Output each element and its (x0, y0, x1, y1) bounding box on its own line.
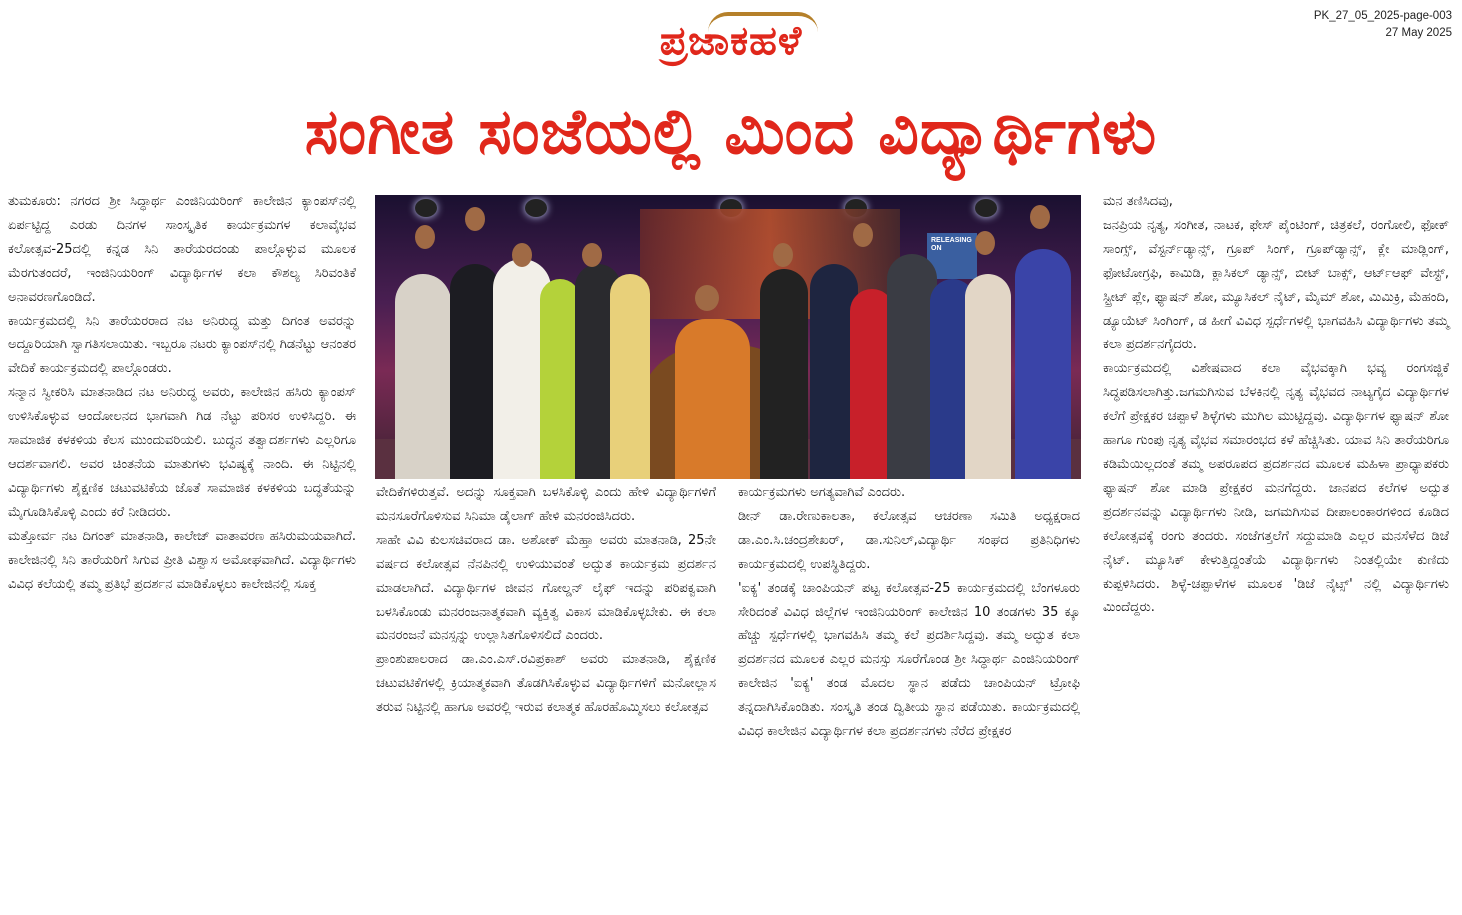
paragraph: ಜನಪ್ರಿಯ ನೃತ್ಯ, ಸಂಗೀತ, ನಾಟಕ, ಫೇಸ್ ಪೈಂಟಿಂಗ್, ಚಿತ್ರಕಲೆ, ರಂಗೋಲಿ, ಫೋಕ್ ಸಾಂಗ್ಸ್, ವೆಸ್ಟರ್ನ್‌ಡ್ಯಾನ್ಸ್, ಗ್ರೂಪ್ ಸಿಂಗ್, ಗ್ರೂಪ್‌ಡ್ಯಾನ್ಸ್, ಕ್ಲೇ ಮಾಡ್ಲಿಂಗ್, ಫೋಟೋಗ್ರಫಿ, ಕಾಮಿಡಿ, ಕ್ಲಾಸಿಕಲ್ ಡ್ಯಾನ್ಸ್, ಬೀಟ್ ಬಾಕ್ಸ್, ಆರ್ಟ್‌ಆಫ್ ವೇಸ್ಟ್, ಸ್ಟ್ರೀಟ್ ಪ್ಲೇ, ಫ್ಯಾಷನ್ ಶೋ, ಮ್ಯೂಸಿಕಲ್ ನೈಟ್, ಮೈಮ್ ಶೋ, ಮಿಮಿಕ್ರಿ, ಮೆಹಂದಿ, ಡ್ಯೂಯೆಟ್ ಸಿಂಗಿಂಗ್, ಡ ಹೀಗೆ ವಿವಿಧ ಸ್ಪರ್ಧೆಗಳಲ್ಲಿ ಭಾಗವಹಿಸಿ ವಿದ್ಯಾರ್ಥಿಗಳು ತಮ್ಮ ಕಲಾ ಪ್ರದರ್ಶನಗೈದರು. (1103, 217, 1449, 353)
paragraph: ಸಾಹೇ ವಿವಿ ಕುಲಸಚಿವರಾದ ಡಾ. ಅಶೋಕ್ ಮೆಹ್ತಾ ಅವರು ಮಾತನಾಡಿ, 25ನೇ ವರ್ಷದ ಕಲೋತ್ಸವ ನೆನಪಿನಲ್ಲಿ ಉಳಿಯುವಂತೆ ಅದ್ಭುತ ಕಾರ್ಯಕ್ರಮ ಪ್ರದರ್ಶನ ಮಾಡಲಾಗಿದೆ. ವಿದ್ಯಾರ್ಥಿಗಳ ಜೀವನ ಗೋಲ್ಡನ್ ಲೈಫ್ ಇದನ್ನು ಪರಿಪಕ್ವವಾಗಿ ಬಳಸಿಕೊಂಡು ಮನರಂಜನಾತ್ಮಕವಾಗಿ ವ್ಯಕ್ತಿತ್ವ ವಿಕಾಸ ಮಾಡಿಕೊಳ್ಳಬೇಕು. ಈ ಕಲಾ ಮನರಂಜನೆ ಮನಸ್ಸನ್ನು ಉಲ್ಲಾಸಿತಗೊಳಿಸಲಿದೆ ಎಂದರು. (376, 532, 716, 644)
article-column-3 (738, 481, 1080, 744)
event-photo (375, 195, 1081, 479)
article-column-2 (376, 481, 716, 720)
paragraph: ಕಾರ್ಯಕ್ರಮಗಳು ಅಗತ್ಯವಾಗಿವೆ ಎಂದರು. (738, 485, 906, 500)
article-headline: ಸಂಗೀತ ಸಂಜೆಯಲ್ಲಿ ಮಿಂದ ವಿದ್ಯಾರ್ಥಿಗಳು (304, 94, 1158, 168)
person-figure (610, 274, 650, 479)
paragraph: ಮತ್ತೋರ್ವ ನಟ ದಿಗಂತ್ ಮಾತನಾಡಿ, ಕಾಲೇಜ್ ವಾತಾವರಣ ಹಸಿರುಮಯವಾಗಿದೆ. ಕಾಲೇಜಿನಲ್ಲಿ ಸಿನಿ ತಾರೆಯರಿಗೆ ಸಿಗುವ ಪ್ರೀತಿ ವಿಶ್ವಾಸ ಅಮೋಘವಾಗಿದೆ. ವಿದ್ಯಾರ್ಥಿಗಳು ವಿವಿಧ ಕಲೆಯಲ್ಲಿ ತಮ್ಮ ಪ್ರತಿಭೆ ಪ್ರದರ್ಶನ ಮಾಡಿಕೊಳ್ಳಲು ಕಾಲೇಜಿನಲ್ಲಿ ಸೂಕ್ತ (8, 528, 356, 592)
paragraph: ಸನ್ಮಾನ ಸ್ವೀಕರಿಸಿ ಮಾತನಾಡಿದ ನಟ ಅನಿರುದ್ಧ ಅವರು, ಕಾಲೇಜಿನ ಹಸಿರು ಕ್ಯಾಂಪಸ್ ಉಳಿಸಿಕೊಳ್ಳುವ ಆಂದೋಲನದ ಭಾಗವಾಗಿ ಗಿಡ ನೆಟ್ಟು ಪರಿಸರ ಉಳಿಸಿದ್ದರಿ. ಈ ಸಾಮಾಜಿಕ ಕಳಕಳಿಯ ಕೆಲಸ ಮುಂದುವರಿಯಲಿ. ಬುದ್ಧನ ತತ್ವಾದರ್ಶಗಳು ಎಲ್ಲರಿಗೂ ಆದರ್ಶವಾಗಲಿ. ಅವರ ಚಿಂತನೆಯ ಮಾತುಗಳು ಭವಿಷ್ಯಕ್ಕೆ ನಾಂದಿ. ಈ ನಿಟ್ಟಿನಲ್ಲಿ ವಿದ್ಯಾರ್ಥಿಗಳು ಶೈಕ್ಷಣಿಕ ಚಟುವಟಿಕೆಯ ಜೊತೆ ಸಾಮಾಜಿಕ ಕಳಕಳಿಯ ಬದ್ಧತೆಯನ್ನು ಮೈಗೂಡಿಸಿಕೊಳ್ಳಿ ಎಂದು ಕರೆ ನೀಡಿದರು. (8, 385, 356, 520)
person-figure (540, 279, 580, 479)
person-head (512, 243, 532, 267)
article-column-4 (1103, 190, 1449, 620)
masthead (0, 18, 1462, 64)
page-date: 27 May 2025 (1385, 27, 1452, 39)
newspaper-name: ಪ್ರಜಾಕಹಳೆ (659, 18, 803, 64)
paragraph: ಪ್ರಾಂಶುಪಾಲರಾದ ಡಾ.ಎಂ.ಎಸ್.ರವಿಪ್ರಕಾಶ್ ಅವರು ಮಾತನಾಡಿ, ಶೈಕ್ಷಣಿಕ ಚಟುವಟಿಕೆಗಳಲ್ಲಿ ಕ್ರಿಯಾತ್ಮಕವಾಗಿ ತೊಡಗಿಸಿಕೊಳ್ಳುವ ವಿದ್ಯಾರ್ಥಿಗಳಿಗೆ ಮನೋಲ್ಲಾಸ ತರುವ ನಿಟ್ಟಿನಲ್ಲಿ ಹಾಗೂ ಅವರಲ್ಲಿ ಇರುವ ಕಲಾತ್ಮಕ ಹೊರಹೊಮ್ಮಿಸಲು ಕಲೋತ್ಸವ (376, 652, 716, 716)
person-head (1030, 205, 1050, 229)
paragraph: ವೇದಿಕೆಗಳಿರುತ್ತವೆ. ಅದನ್ನು ಸೂಕ್ತವಾಗಿ ಬಳಸಿಕೊಳ್ಳಿ ಎಂದು ಹೇಳಿ ವಿದ್ಯಾರ್ಥಿಗಳಿಗೆ ಮನಸೂರೆಗೊಳಿಸುವ ಸಿನಿಮಾ ಡೈಲಾಗ್ ಹೇಳಿ ಮನರಂಜಿಸಿದರು. (376, 485, 716, 524)
person-figure (395, 274, 451, 479)
person-head (695, 285, 719, 311)
stage-light-icon (415, 199, 437, 217)
person-figure (760, 269, 808, 479)
person-head (853, 223, 873, 247)
paragraph: 'ಐಕ್ಯ' ತಂಡಕ್ಕೆ ಚಾಂಪಿಯನ್ ಪಟ್ಟ ಕಲೋತ್ಸವ-25 ಕಾರ್ಯಕ್ರಮದಲ್ಲಿ ಬೆಂಗಳೂರು ಸೇರಿದಂತೆ ವಿವಿಧ ಜಿಲ್ಲೆಗಳ ಇಂಜಿನಿಯರಿಂಗ್ ಕಾಲೇಜಿನ 10 ತಂಡಗಳು 35 ಕ್ಕೂ ಹೆಚ್ಚು ಸ್ಪರ್ಧೆಗಳಲ್ಲಿ ಭಾಗವಹಿಸಿ ತಮ್ಮ ಕಲೆ ಪ್ರದರ್ಶಿಸಿದ್ದವು. ತಮ್ಮ ಅದ್ಭುತ ಕಲಾ ಪ್ರದರ್ಶನದ ಮೂಲಕ ಎಲ್ಲರ ಮನಸ್ಸು ಸೂರೆಗೊಂಡ ಶ್ರೀ ಸಿದ್ಧಾರ್ಥ ಎಂಜಿನಿಯರಿಂಗ್ ಕಾಲೇಜಿನ 'ಐಕ್ಯ' ತಂಡ ಮೊದಲ ಸ್ಥಾನ ಪಡೆದು ಚಾಂಪಿಯನ್ ಟ್ರೋಫಿ ತನ್ನದಾಗಿಸಿಕೊಂಡಿತು. ಸಂಸ್ಕೃತಿ ತಂಡ ದ್ವಿತೀಯ ಸ್ಥಾನ ಪಡೆಯಿತು. ಕಾರ್ಯಕ್ರಮದಲ್ಲಿ ವಿವಿಧ ಕಾಲೇಜಿನ ವಿದ್ಯಾರ್ಥಿಗಳ ಕಲಾ ಪ್ರದರ್ಶನಗಳು ನೆರೆದ ಪ್ರೇಕ್ಷಕರ (738, 580, 1080, 740)
person-head (465, 207, 485, 231)
paragraph: ತುಮಕೂರು: ನಗರದ ಶ್ರೀ ಸಿದ್ಧಾರ್ಥ ಎಂಜಿನಿಯರಿಂಗ್ ಕಾಲೇಜಿನ ಕ್ಯಾಂಪಸ್‌ನಲ್ಲಿ ಏರ್ಪಟ್ಟಿದ್ದ ಎರಡು ದಿನಗಳ ಸಾಂಸ್ಕೃತಿಕ ಕಾರ್ಯಕ್ರಮಗಳ ಕಲಾವೈಭವ ಕಲೋತ್ಸವ-25ದಲ್ಲಿ ಕನ್ನಡ ಸಿನಿ ತಾರೆಯರದಂಡು ಪಾಲ್ಗೊಳ್ಳುವ ಮೂಲಕ ಮೆರಗುತಂದರೆ, ಇಂಜಿನಿಯರಿಂಗ್ ವಿದ್ಯಾರ್ಥಿಗಳ ಕಲಾ ಕೌಶಲ್ಯ ಸಿರಿವಂತಿಕೆ ಅನಾವರಣಗೊಂಡಿದೆ. (8, 194, 356, 305)
newspaper-logo (660, 18, 802, 64)
logo-swoosh (708, 12, 818, 32)
paragraph: ಕಾರ್ಯಕ್ರಮದಲ್ಲಿ ಸಿನಿ ತಾರೆಯರರಾದ ನಟ ಅನಿರುದ್ಧ ಮತ್ತು ದಿಗಂತ ಅವರನ್ನು ಅದ್ದೂರಿಯಾಗಿ ಸ್ವಾಗತಿಸಲಾಯಿತು. ಇಬ್ಬರೂ ನಟರು ಕ್ಯಾಂಪಸ್‌ನಲ್ಲಿ ಗಿಡನೆಟ್ಟು ಆನಂತರ ವೇದಿಕೆ ಕಾರ್ಯಕ್ರಮದಲ್ಲಿ ಪಾಲ್ಗೊಂಡರು. (8, 313, 356, 377)
stage-light-icon (975, 199, 997, 217)
paragraph: ಡೀನ್ ಡಾ.ರೇಣುಕಾಲತಾ, ಕಲೋತ್ಸವ ಆಚರಣಾ ಸಮಿತಿ ಅಧ್ಯಕ್ಷರಾದ ಡಾ.ಎಂ.ಸಿ.ಚಂದ್ರಶೇಖರ್, ಡಾ.ಸುನಿಲ್,ವಿದ್ಯಾರ್ಥಿ ಸಂಘದ ಪ್ರತಿನಿಧಿಗಳು ಕಾರ್ಯಕ್ರಮದಲ್ಲಿ ಉಪಸ್ಥಿತಿದ್ದರು. (738, 508, 1080, 572)
person-head (415, 225, 435, 249)
person-figure (675, 319, 750, 479)
person-head (773, 243, 793, 267)
person-figure (965, 274, 1011, 479)
person-head (582, 243, 602, 267)
banner-text: RELEASING ON (931, 237, 972, 252)
person-head (975, 231, 995, 255)
paragraph: ಕಾರ್ಯಕ್ರಮದಲ್ಲಿ ವಿಶೇಷವಾದ ಕಲಾ ವೈಭವಕ್ಕಾಗಿ ಭವ್ಯ ರಂಗಸಜ್ಜಿಕೆ ಸಿದ್ಧಪಡಿಸಲಾಗಿತ್ತು.ಜಗಮಗಿಸುವ ಬೆಳಕಿನಲ್ಲಿ ನೃತ್ಯ ವೈಭವದ ನಾಟ್ಯಗೈದ ವಿದ್ಯಾರ್ಥಿಗಳ ಕಲೆಗೆ ಪ್ರೇಕ್ಷಕರ ಚಪ್ಪಾಳೆ ಶಿಳ್ಳೆಗಳು ಮುಗಿಲ ಮುಟ್ಟಿದ್ದವು. ವಿದ್ಯಾರ್ಥಿಗಳ ಫ್ಯಾಷನ್ ಶೋ ಹಾಗೂ ಗುಂಪು ನೃತ್ಯ ವೈಭವ ಸಮಾರಂಭದ ಕಳೆ ಹೆಚ್ಚಿಸಿತು. ಯಾವ ಸಿನಿ ತಾರೆಯರಿಗೂ ಕಡಿಮೆಯಿಲ್ಲದಂತೆ ತಮ್ಮ ಅಪರೂಪದ ಪ್ರದರ್ಶನದ ಮೂಲಕ ಮಹಿಳಾ ಪ್ರಾಧ್ಯಾಪಕರು ಫ್ಯಾಷನ್ ಶೋ ಮಾಡಿ ಪ್ರೇಕ್ಷಕರ ಮನಗೆದ್ದರು. ಜಾನಪದ ಕಲೆಗಳ ಅದ್ಭುತ ಪ್ರದರ್ಶನವನ್ನು ವಿದ್ಯಾರ್ಥಿಗಳು ನೀಡಿ, ಜಗಮಗಿಸುವ ದೀಪಾಲಂಕಾರಗಳಿಂದ ಕೂಡಿದ ಕಲೋತ್ಸವಕ್ಕೆ ರಂಗು ತಂದರು. ಸಂಜೆಗತ್ತಲೆಗೆ ಸದ್ದುಮಾಡಿ ಎಲ್ಲರ ಮನಸೆಳೆದ ಡಿಜೆ ನೈಟ್. ಮ್ಯೂಸಿಕ್ ಕೇಳುತ್ತಿದ್ದಂತೆಯೆ ವಿದ್ಯಾರ್ಥಿಗಳು ನಿಂತಲ್ಲಿಯೇ ಕುಣಿದು ಕುಪ್ಪಳಿಸಿದರು. ಶಿಳ್ಳೆ-ಚಪ್ಪಾಳೆಗಳ ಮೂಲಕ 'ಡಿಜೆ ನೈಟ್ಸ್' ನಲ್ಲಿ ವಿದ್ಯಾರ್ಥಿಗಳು ಮಿಂದೆದ್ದರು. (1103, 361, 1449, 616)
page-id: PK_27_05_2025-page-003 (1313, 10, 1452, 22)
article-column-1 (8, 190, 356, 596)
person-figure (1015, 249, 1071, 479)
paragraph: ಮನ ತಣಿಸಿದವು, (1103, 194, 1173, 209)
stage-light-icon (525, 199, 547, 217)
